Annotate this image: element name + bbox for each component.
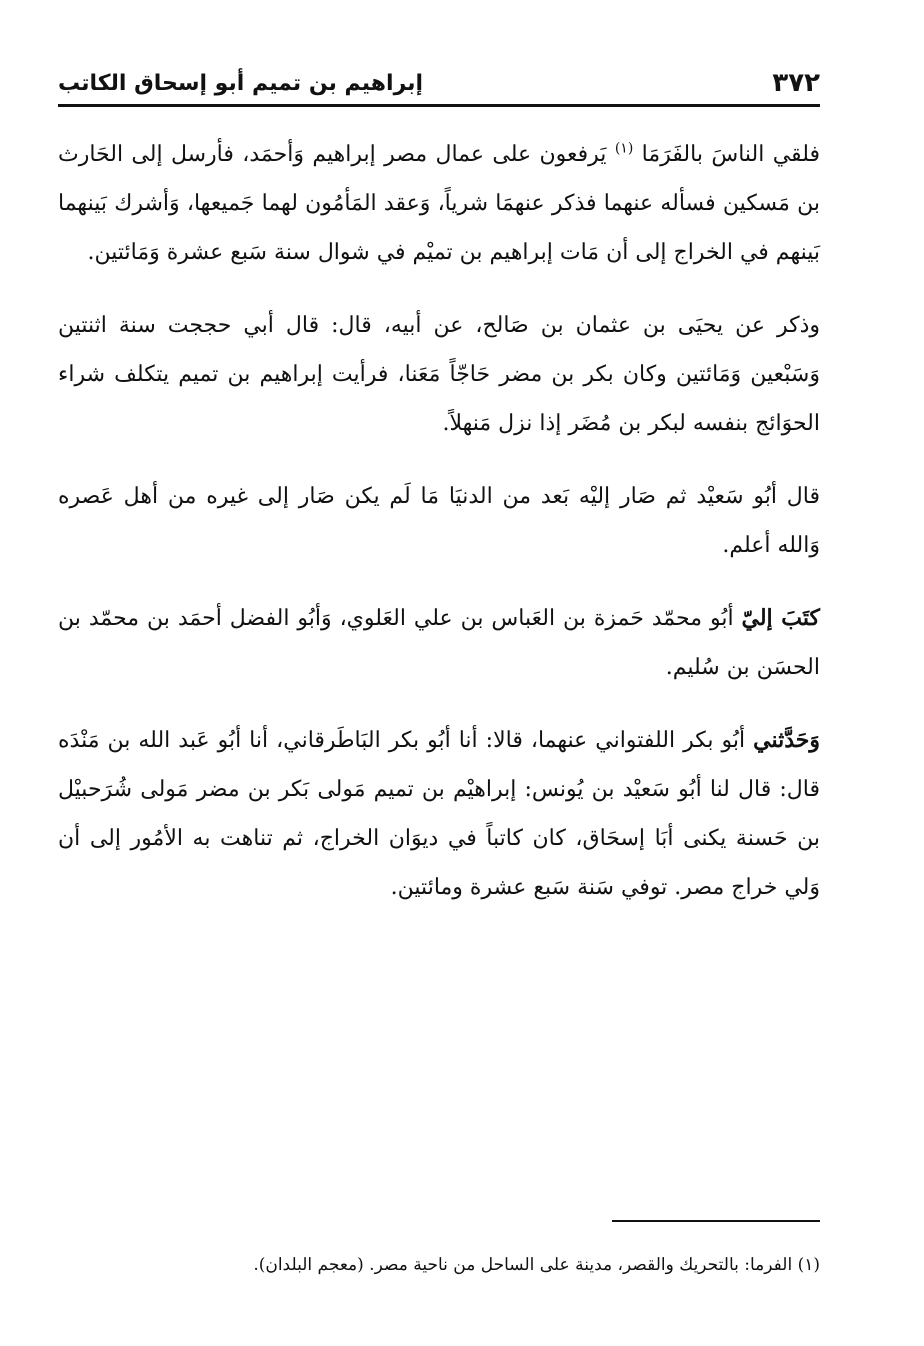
page-number: ٣٧٢ bbox=[772, 68, 820, 98]
paragraph-4-text: أبُو محمّد حَمزة بن العَباس بن علي العَلوي، وَأبُو الفضل أحمَد بن محمّد بن الحسَن بن سُليم. bbox=[58, 606, 820, 680]
paragraph-5-lead: وَحَدَّثني bbox=[753, 727, 820, 753]
paragraph-2 bbox=[58, 301, 820, 448]
main-text bbox=[58, 130, 820, 936]
paragraph-2-text: وذكر عن يحيَى بن عثمان بن صَالح، عن أبيه، قال: قال أبي حججت سنة اثنتين وَسَبْعين وَمَائتين وكان بكر بن مضر حَاجّاً مَعَنا، فرأيت إبراهيم بن تميم يتكلف شراء الحوَائج بنفسه لبكر بن مُضَر إذا نزل مَنهلاً. bbox=[58, 313, 820, 436]
paragraph-1-text-before: فلقي الناسَ بالفَرَمَا bbox=[641, 142, 820, 167]
paragraph-4-lead: كتَبَ إليّ bbox=[741, 605, 820, 631]
header-divider bbox=[58, 104, 820, 107]
running-title: إبراهيم بن تميم أبو إسحاق الكاتب bbox=[58, 71, 424, 96]
paragraph-1 bbox=[58, 130, 820, 277]
paragraph-4 bbox=[58, 594, 820, 692]
footnote-reference: (١) bbox=[614, 140, 634, 157]
paragraph-3-text: قال أبُو سَعيْد ثم صَار إليْه بَعد من الدنيَا مَا لَم يكن صَار إلى غيره من أهل عَصره وَالله أعلم. bbox=[58, 484, 820, 558]
footnote-divider bbox=[612, 1220, 820, 1222]
paragraph-3 bbox=[58, 472, 820, 570]
page-header bbox=[58, 62, 820, 104]
paragraph-5-text: أبُو بكر اللفتواني عنهما، قالا: أنا أبُو بكر البَاطَرقاني، أنا أبُو عَبد الله بن مَنْدَه قال: قال لنا أبُو سَعيْد بن يُونس: إبراهيْم بن تميم مَولى بَكر بن مضر مَولى شُرَحبيْل بن حَسنة يكنى أبَا إسحَاق، كان كاتباً في ديوَان الخراج، ثم تناهت به الأمُور إلى أن وَلي خراج مصر. توفي سَنة سَبع عشرة ومائتين. bbox=[58, 728, 820, 900]
paragraph-1-text-after: يَرفعون على عمال مصر إبراهيم وَأحمَد، فأرسل إلى الحَارث بن مَسكين فسأله عنهما فذكر عنهمَا شرياً، وَعقد المَأمُون لهما جَميعها، وَأشرك بَينهما بَينهم في الخراج إلى أن مَات إبراهيم بن تميْم في شوال سنة سَبع عشرة وَمَائتين. bbox=[58, 142, 820, 265]
paragraph-5 bbox=[58, 716, 820, 912]
footnote: (١) الفرما: بالتحريك والقصر، مدينة على الساحل من ناحية مصر. (معجم البلدان). bbox=[253, 1255, 820, 1275]
